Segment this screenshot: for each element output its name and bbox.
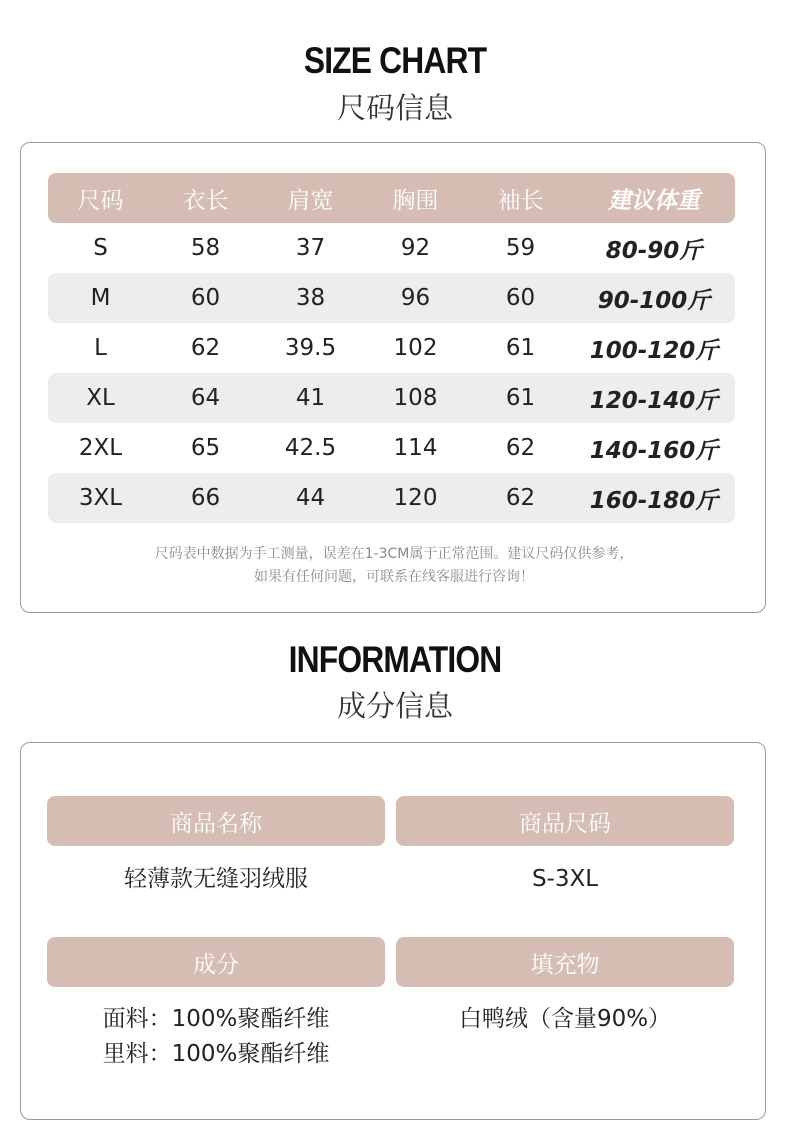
composition-label: 成分 — [47, 937, 385, 987]
cell-chest: 108 — [393, 385, 438, 411]
cell-sleeve: 59 — [505, 235, 536, 261]
information-panel — [20, 742, 766, 1120]
size-table — [48, 173, 735, 523]
table-row — [48, 373, 735, 423]
product-name-label: 商品名称 — [47, 796, 385, 846]
cell-length: 60 — [190, 285, 221, 311]
cell-chest: 120 — [393, 485, 438, 511]
cell-sleeve: 62 — [505, 435, 536, 461]
cell-weight: 160-180斤 — [589, 487, 719, 514]
cell-sleeve: 61 — [505, 335, 536, 361]
cell-shoulder: 38 — [295, 285, 326, 311]
cell-size: S — [93, 235, 108, 261]
header-length: 衣长 — [182, 187, 229, 214]
product-size-label: 商品尺码 — [396, 796, 734, 846]
table-row — [48, 223, 735, 273]
cell-size: 2XL — [78, 435, 123, 461]
table-row — [48, 423, 735, 473]
table-row — [48, 323, 735, 373]
size-chart-title: SIZE CHART — [303, 40, 487, 81]
cell-weight: 100-120斤 — [589, 337, 719, 364]
cell-length: 58 — [190, 235, 221, 261]
filling-label: 填充物 — [396, 937, 734, 987]
product-size-value: S-3XL — [531, 866, 599, 892]
header-shoulder: 肩宽 — [287, 187, 334, 214]
size-chart-panel — [20, 142, 766, 613]
cell-length: 64 — [190, 385, 221, 411]
cell-shoulder: 39.5 — [284, 335, 337, 361]
size-chart-subtitle: 尺码信息 — [336, 91, 453, 125]
cell-chest: 96 — [400, 285, 431, 311]
cell-weight: 80-90斤 — [605, 237, 703, 264]
cell-sleeve: 62 — [505, 485, 536, 511]
cell-weight: 90-100斤 — [597, 287, 711, 314]
cell-chest: 92 — [400, 235, 431, 261]
cell-weight: 140-160斤 — [589, 437, 719, 464]
cell-shoulder: 44 — [295, 485, 326, 511]
cell-shoulder: 41 — [295, 385, 326, 411]
cell-size: XL — [86, 385, 115, 411]
table-row — [48, 473, 735, 523]
cell-size: M — [90, 285, 111, 311]
cell-shoulder: 37 — [295, 235, 326, 261]
cell-size: L — [94, 335, 107, 361]
header-weight: 建议体重 — [608, 187, 700, 214]
cell-length: 66 — [190, 485, 221, 511]
composition-lining: 里料：100%聚酯纤维 — [102, 1041, 330, 1067]
table-row — [48, 273, 735, 323]
cell-chest: 102 — [393, 335, 438, 361]
product-name-value: 轻薄款无缝羽绒服 — [124, 866, 308, 892]
header-size: 尺码 — [77, 187, 124, 214]
cell-shoulder: 42.5 — [284, 435, 337, 461]
cell-length: 62 — [190, 335, 221, 361]
cell-sleeve: 60 — [505, 285, 536, 311]
cell-sleeve: 61 — [505, 385, 536, 411]
header-sleeve: 袖长 — [497, 187, 544, 214]
composition-outer: 面料：100%聚酯纤维 — [102, 1006, 330, 1032]
cell-size: 3XL — [78, 485, 123, 511]
cell-chest: 114 — [393, 435, 438, 461]
measurement-note-line-2: 如果有任何问题，可联系在线客服进行咨询！ — [254, 569, 534, 585]
size-table-header — [48, 173, 735, 223]
filling-value: 白鸭绒（含量90%） — [458, 1006, 672, 1032]
measurement-note-line-1: 尺码表中数据为手工测量，误差在1-3CM属于正常范围。建议尺码仅供参考， — [154, 546, 634, 562]
cell-weight: 120-140斤 — [589, 387, 719, 414]
information-subtitle: 成分信息 — [336, 689, 453, 723]
cell-length: 65 — [190, 435, 221, 461]
information-title: INFORMATION — [288, 639, 502, 680]
header-chest: 胸围 — [392, 187, 439, 214]
